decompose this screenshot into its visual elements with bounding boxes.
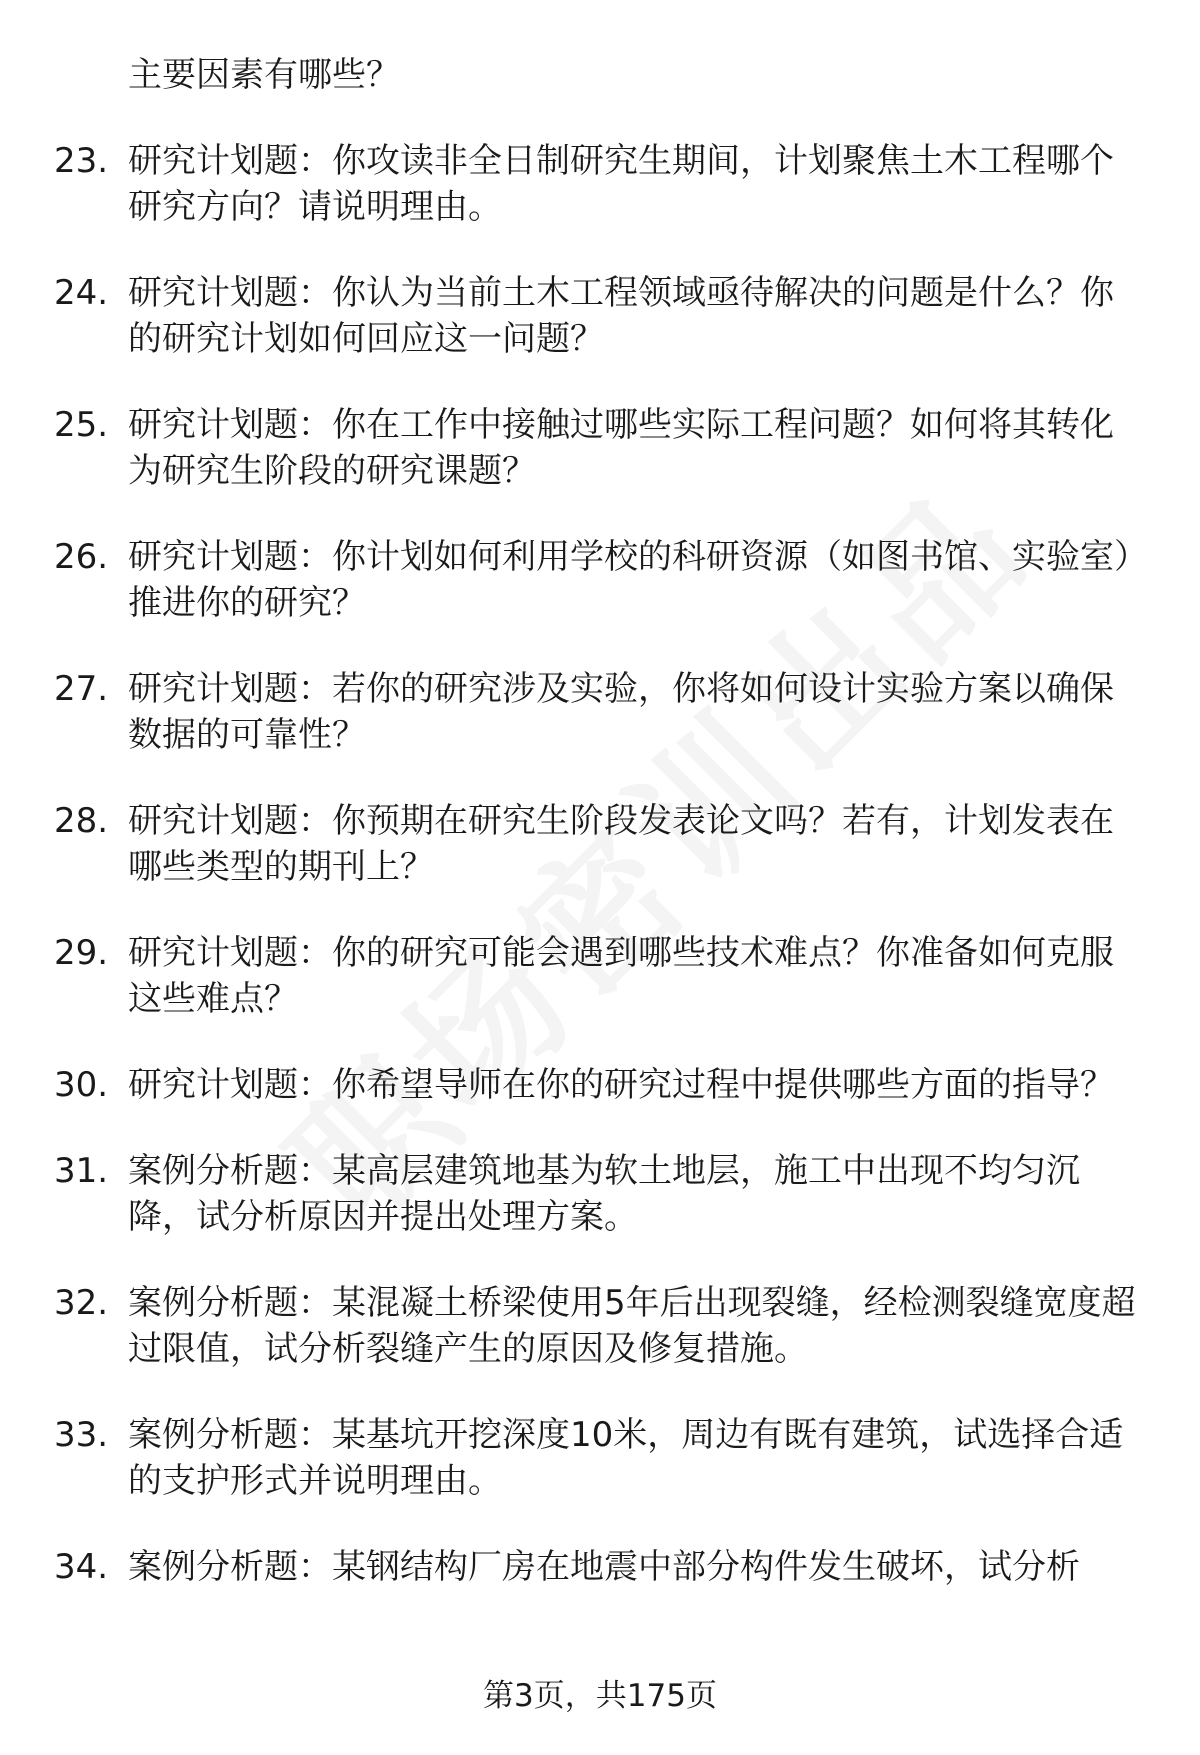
question-item bbox=[0, 534, 1200, 626]
question-item bbox=[0, 930, 1200, 1022]
question-text: 研究计划题：你认为当前土木工程领域亟待解决的问题是什么？你的研究计划如何回应这一问题？ bbox=[128, 273, 1114, 359]
question-text: 案例分析题：某钢结构厂房在地震中部分构件发生破坏，试分析 bbox=[128, 1547, 1080, 1587]
question-number: 24. bbox=[54, 273, 109, 313]
question-text: 研究计划题：你希望导师在你的研究过程中提供哪些方面的指导？ bbox=[128, 1065, 1114, 1105]
question-item bbox=[0, 1148, 1200, 1240]
question-text: 案例分析题：某基坑开挖深度10米，周边有既有建筑，试选择合适的支护形式并说明理由。 bbox=[128, 1415, 1124, 1501]
question-number: 23. bbox=[54, 141, 109, 181]
question-text: 研究计划题：你计划如何利用学校的科研资源（如图书馆、实验室）推进你的研究？ bbox=[128, 537, 1131, 623]
question-text: 案例分析题：某高层建筑地基为软土地层，施工中出现不均匀沉降，试分析原因并提出处理方案。 bbox=[128, 1151, 1080, 1237]
question-item bbox=[0, 1280, 1200, 1372]
question-item bbox=[0, 138, 1200, 230]
question-number: 32. bbox=[54, 1283, 109, 1323]
question-item bbox=[0, 798, 1200, 890]
question-text: 研究计划题：你攻读非全日制研究生期间，计划聚焦土木工程哪个研究方向？请说明理由。 bbox=[128, 141, 1114, 227]
question-item bbox=[0, 402, 1200, 494]
question-item bbox=[0, 1544, 1200, 1590]
page-footer: 第3页，共175页 bbox=[483, 1678, 717, 1714]
question-number: 29. bbox=[54, 933, 109, 973]
question-text: 研究计划题：你预期在研究生阶段发表论文吗？若有，计划发表在哪些类型的期刊上？ bbox=[128, 801, 1114, 887]
question-text: 研究计划题：你的研究可能会遇到哪些技术难点？你准备如何克服这些难点？ bbox=[128, 933, 1114, 1019]
question-number: 28. bbox=[54, 801, 109, 841]
question-text: 研究计划题：若你的研究涉及实验，你将如何设计实验方案以确保数据的可靠性？ bbox=[128, 669, 1114, 755]
question-number: 27. bbox=[54, 669, 109, 709]
question-number: 34. bbox=[54, 1547, 109, 1587]
question-number: 30. bbox=[54, 1065, 109, 1105]
question-item bbox=[0, 1062, 1200, 1108]
continued-text: 主要因素有哪些？ bbox=[128, 55, 400, 95]
question-list bbox=[0, 52, 1200, 1630]
question-text: 研究计划题：你在工作中接触过哪些实际工程问题？如何将其转化为研究生阶段的研究课题？ bbox=[128, 405, 1114, 491]
question-item bbox=[0, 666, 1200, 758]
question-item bbox=[0, 1412, 1200, 1504]
question-number: 33. bbox=[54, 1415, 109, 1455]
question-number: 26. bbox=[54, 537, 109, 577]
question-number: 25. bbox=[54, 405, 109, 445]
question-item bbox=[0, 270, 1200, 362]
question-number: 31. bbox=[54, 1151, 109, 1191]
question-text: 案例分析题：某混凝土桥梁使用5年后出现裂缝，经检测裂缝宽度超过限值，试分析裂缝产生的原因及修复措施。 bbox=[128, 1283, 1136, 1369]
